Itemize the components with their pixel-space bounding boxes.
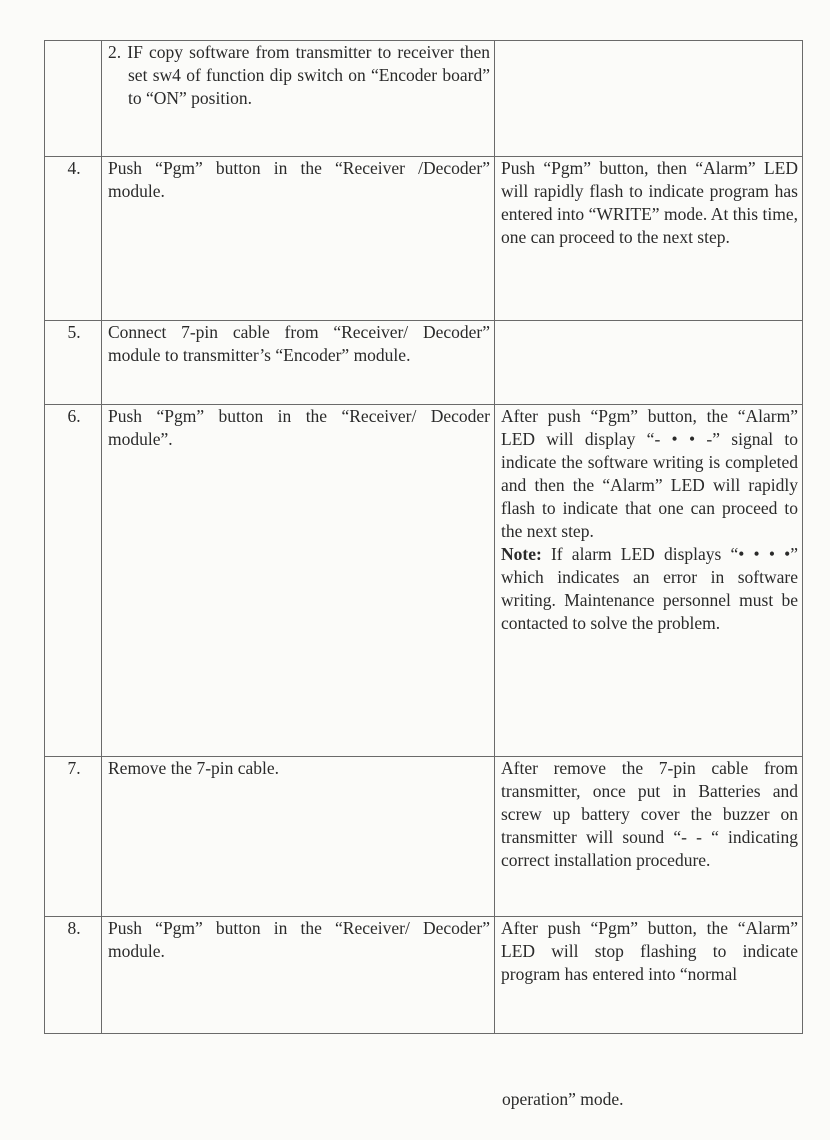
note-label: Note: <box>501 544 542 564</box>
step-number: 6. <box>45 405 102 757</box>
step-result: After remove the 7-pin cable from transmitter, once put in Batteries and screw up battery cover the buzzer on transmitter will sound “- - “ indicating correct installation procedure. <box>495 757 803 917</box>
table-row <box>45 405 803 757</box>
step-action <box>102 41 495 157</box>
step-action: Push “Pgm” button in the “Receiver/ Decoder” module. <box>102 917 495 1034</box>
step-result <box>495 41 803 157</box>
overflow-text: operation” mode. <box>502 1089 624 1109</box>
table-row <box>45 157 803 321</box>
step-result <box>495 405 803 757</box>
step-action-text: 2. IF copy software from transmitter to receiver then set sw4 of function dip switch on “Encoder board” to “ON” position. <box>108 42 490 108</box>
step-number: 4. <box>45 157 102 321</box>
step-action: Push “Pgm” button in the “Receiver /Decoder” module. <box>102 157 495 321</box>
step-result <box>495 321 803 405</box>
step-result: Push “Pgm” button, then “Alarm” LED will rapidly flash to indicate program has entered into “WRITE” mode. At this time, one can proceed to the next step. <box>495 157 803 321</box>
step-number: 7. <box>45 757 102 917</box>
table-row <box>45 757 803 917</box>
step-result: After push “Pgm” button, the “Alarm” LED will stop flashing to indicate program has entered into “normal <box>495 917 803 1034</box>
step-action: Push “Pgm” button in the “Receiver/ Decoder module”. <box>102 405 495 757</box>
step-number: 8. <box>45 917 102 1034</box>
step-action: Remove the 7-pin cable. <box>102 757 495 917</box>
step-action: Connect 7-pin cable from “Receiver/ Decoder” module to transmitter’s “Encoder” module. <box>102 321 495 405</box>
note-text: If alarm LED displays “• • • •” which indicates an error in software writing. Maintenance personnel must be contacted to solve the problem. <box>501 544 799 633</box>
step-number: 5. <box>45 321 102 405</box>
table-row <box>45 917 803 1034</box>
step-result-text: After push “Pgm” button, the “Alarm” LED will display “- • • -” signal to indicate the software writing is completed and then the “Alarm” LED will rapidly flash to indicate that one can proceed to the next step. <box>501 406 798 541</box>
table-row <box>45 321 803 405</box>
table-row <box>45 41 803 157</box>
step-number <box>45 41 102 157</box>
procedure-table <box>44 40 803 1034</box>
